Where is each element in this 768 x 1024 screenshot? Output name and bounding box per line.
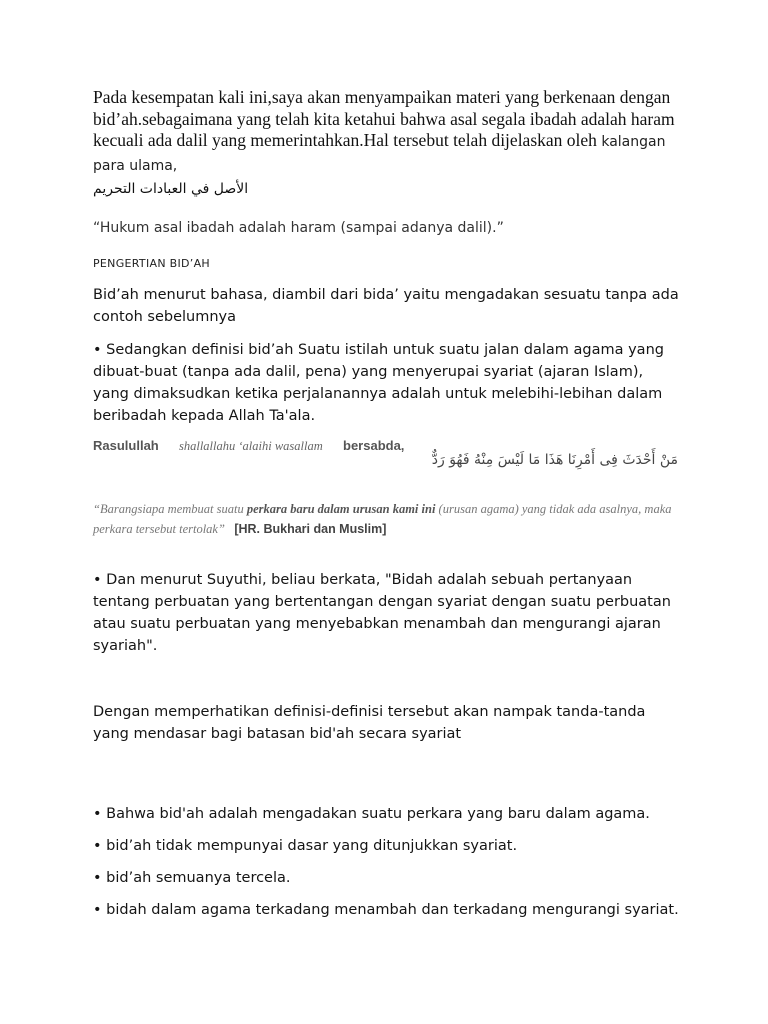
section-heading: PENGERTIAN BID’AH: [93, 257, 210, 270]
hadith-translation-bold: perkara baru dalam urusan kami ini: [246, 502, 436, 516]
arabic-rule: الأصل في العبادات التحريم: [93, 181, 249, 197]
intro-tail: kalangan para ulama,: [93, 134, 666, 174]
hadith-intro-name: Rasulullah: [93, 438, 159, 453]
hadith-intro-verb: bersabda,: [343, 438, 405, 453]
intro-paragraph: [93, 87, 693, 177]
hadith-translation: [93, 499, 693, 539]
list-item: • Bahwa bid'ah adalah mengadakan suatu perkara yang baru dalam agama.: [93, 805, 650, 822]
suyuthi-paragraph: • Dan menurut Suyuthi, beliau berkata, "Bidah adalah sebuah pertanyaan tentang perbuatan yang bertentangan dengan syariat dengan suatu perbuatan atau suatu perbuatan yang menyebabkan menambah dan mengurangi ajaran syariah".: [93, 572, 671, 654]
intro-text: Pada kesempatan kali ini,saya akan menyampaikan materi yang berkenaan dengan bid’ah.sebagaimana yang telah kita ketahui bahwa asal segala ibadah adalah haram kecuali ada dalil yang memerintahkan.Hal tersebut telah dijelaskan oleh: [93, 87, 675, 150]
hadith-arabic: مَنْ أَحْدَثَ فِى أَمْرِنَا هَذَا مَا لَيْسَ مِنْهُ فَهُوَ رَدٌّ: [431, 452, 678, 468]
rule-translation: “Hukum asal ibadah adalah haram (sampai adanya dalil).”: [93, 220, 504, 236]
definition-term: • Sedangkan definisi bid’ah Suatu istilah untuk suatu jalan dalam agama yang dibuat-buat (tanpa ada dalil, pena) yang menyerupai syariat (ajaran Islam), yang dimaksudkan ketika perjalanannya adalah untuk melebihi-lebihan dalam beribadah kepada Allah Ta'ala.: [93, 342, 664, 424]
conclusion-intro: Dengan memperhatikan definisi-definisi tersebut akan nampak tanda-tanda yang mendasar bagi batasan bid'ah secara syariat: [93, 704, 646, 742]
hadith-source: [HR. Bukhari dan Muslim]: [234, 522, 387, 536]
list-item: • bid’ah tidak mempunyai dasar yang ditunjukkan syariat.: [93, 837, 518, 854]
hadith-intro-salutation: shallallahu ‘alaihi wasallam: [179, 439, 323, 453]
list-item: • bid’ah semuanya tercela.: [93, 869, 291, 886]
list-item: • bidah dalam agama terkadang menambah dan terkadang mengurangi syariat.: [93, 901, 679, 918]
definition-language: Bid’ah menurut bahasa, diambil dari bida’ yaitu mengadakan sesuatu tanpa ada contoh sebelumnya: [93, 287, 679, 325]
hadith-translation-part1: “Barangsiapa membuat suatu: [93, 502, 247, 516]
hadith-translation-part2: (urusan agama) yang tidak ada asalnya, maka perkara tersebut tertolak”: [93, 502, 672, 536]
